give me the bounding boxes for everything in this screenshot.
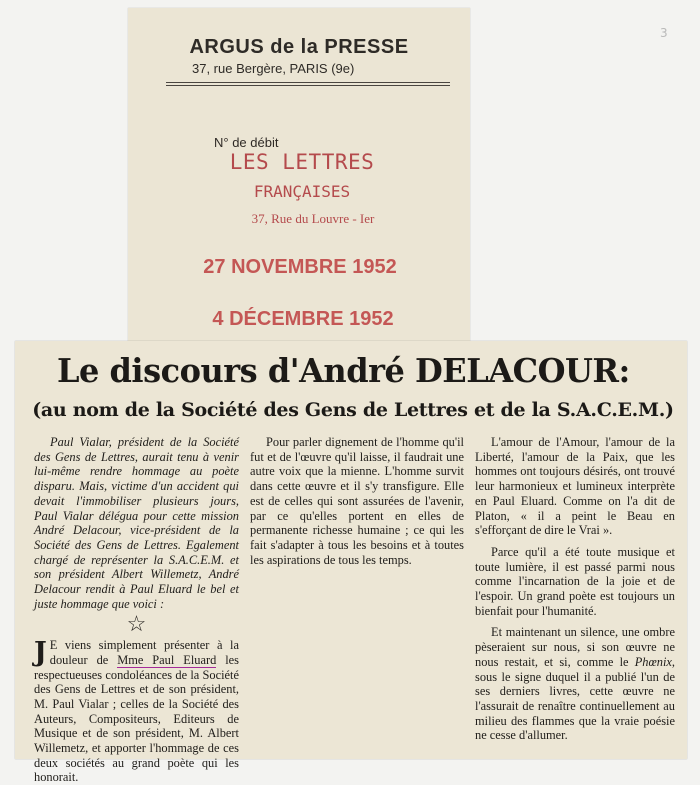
highlighted-name: Mme Paul Eluard xyxy=(117,652,217,667)
paragraph-5 xyxy=(475,625,675,743)
stamp-publication: LES LETTRES xyxy=(229,150,375,174)
paragraph-4: Parce qu'il a été toute musique et toute lumière, il est passé parmi nous comme l'incarnation de la joie et de l'espoir. Un grand poète est toujours un bienfait pour l'humanité. xyxy=(475,544,675,618)
paragraph-3: L'amour de l'Amour, l'amour de la Liberté, l'amour de la Paix, que les hommes ont toujours désirés, ont trouvé leur harmonieux et lumineux interprète en Paul Eluard. Comme on l'a dit de Platon, « il a peint le Beau en s'efforçant de dire le Vrai ». xyxy=(475,435,675,538)
drop-cap: J xyxy=(34,637,47,669)
column-3 xyxy=(475,435,675,743)
slip-divider xyxy=(166,82,450,86)
star-separator: ☆ xyxy=(126,611,147,637)
paragraph-5-rest: , sous le signe duquel il a publié l'un de ses derniers livres, cette œuvre ne l'assurait de renaître continuellement au milieu des flammes que la vraie poésie ne cesse d'allumer. xyxy=(475,654,675,743)
debit-label: N° de débit xyxy=(214,135,279,150)
article-headline: Le discours d'André DELACOUR: xyxy=(56,351,630,390)
newspaper-clipping xyxy=(15,341,687,785)
stamp-address: 37, Rue du Louvre - Ier xyxy=(251,211,375,226)
article-intro: Paul Vialar, président de la Société des Gens de Lettres, aurait tenu à venir lui-même rendre hommage au poète disparu. Mais, victime d'un accident qui devait l'immobiliser plusieurs jours, Paul Vialar délégua pour cette mission André Delacour, vice-président de la Société des Gens de Lettres. Egalement chargé de représenter la S.A.C.E.M. et son président Albert Willemetz, André Delacour rendit à Paul Eluard le bel et juste hommage que voici : xyxy=(34,435,239,611)
paragraph-2: Pour parler dignement de l'homme qu'il fut et de l'œuvre qu'il laisse, il faudrait une autre voix que la mienne. L'homme survit dans cette œuvre et il s'y transfigure. Elle est de celles qui sont assurées de l'avenir, par ce qu'elles portent en elles de permanente richesse humaine ; ce qui les fait s'adapter à tous les besoins et à toutes les aspirations de tous les temps. xyxy=(250,435,464,567)
paragraph-1 xyxy=(34,638,239,785)
slip-address: 37, rue Bergère, PARIS (9e) xyxy=(192,61,355,76)
stamp-publication-line2: FRANÇAISES xyxy=(253,182,351,201)
paragraph-1-lead: E viens simplement présenter à la douleur de xyxy=(49,638,239,667)
slip-title: ARGUS de la PRESSE xyxy=(189,36,409,58)
slip-header xyxy=(128,36,470,86)
stamp-date-clipping: 4 DÉCEMBRE 1952 xyxy=(212,308,394,330)
stamp-date-issue: 27 NOVEMBRE 1952 xyxy=(203,256,397,278)
phoenix-title: Phœnix xyxy=(634,654,672,669)
article-subheadline: (au nom de la Société des Gens de Lettres et de la S.A.C.E.M.) xyxy=(32,399,674,421)
argus-press-slip xyxy=(128,8,470,348)
column-1 xyxy=(34,435,239,785)
paragraph-5-lead: Et maintenant un silence, une ombre pèseraient sur nous, si son œuvre ne nous restait, et si, comme le xyxy=(475,625,675,669)
column-2 xyxy=(250,435,464,567)
archive-mark: 3 xyxy=(660,26,668,40)
paragraph-1-rest: les respectueuses condoléances de la Société des Gens de Lettres et de son président, M. Paul Vialar ; celles de la Société des Auteurs, Compositeurs, Editeurs de Musique et de son président, M. Albert Willemetz, et apporter l'hommage de ces deux sociétés au grand poète qui les honorait. xyxy=(34,652,239,785)
